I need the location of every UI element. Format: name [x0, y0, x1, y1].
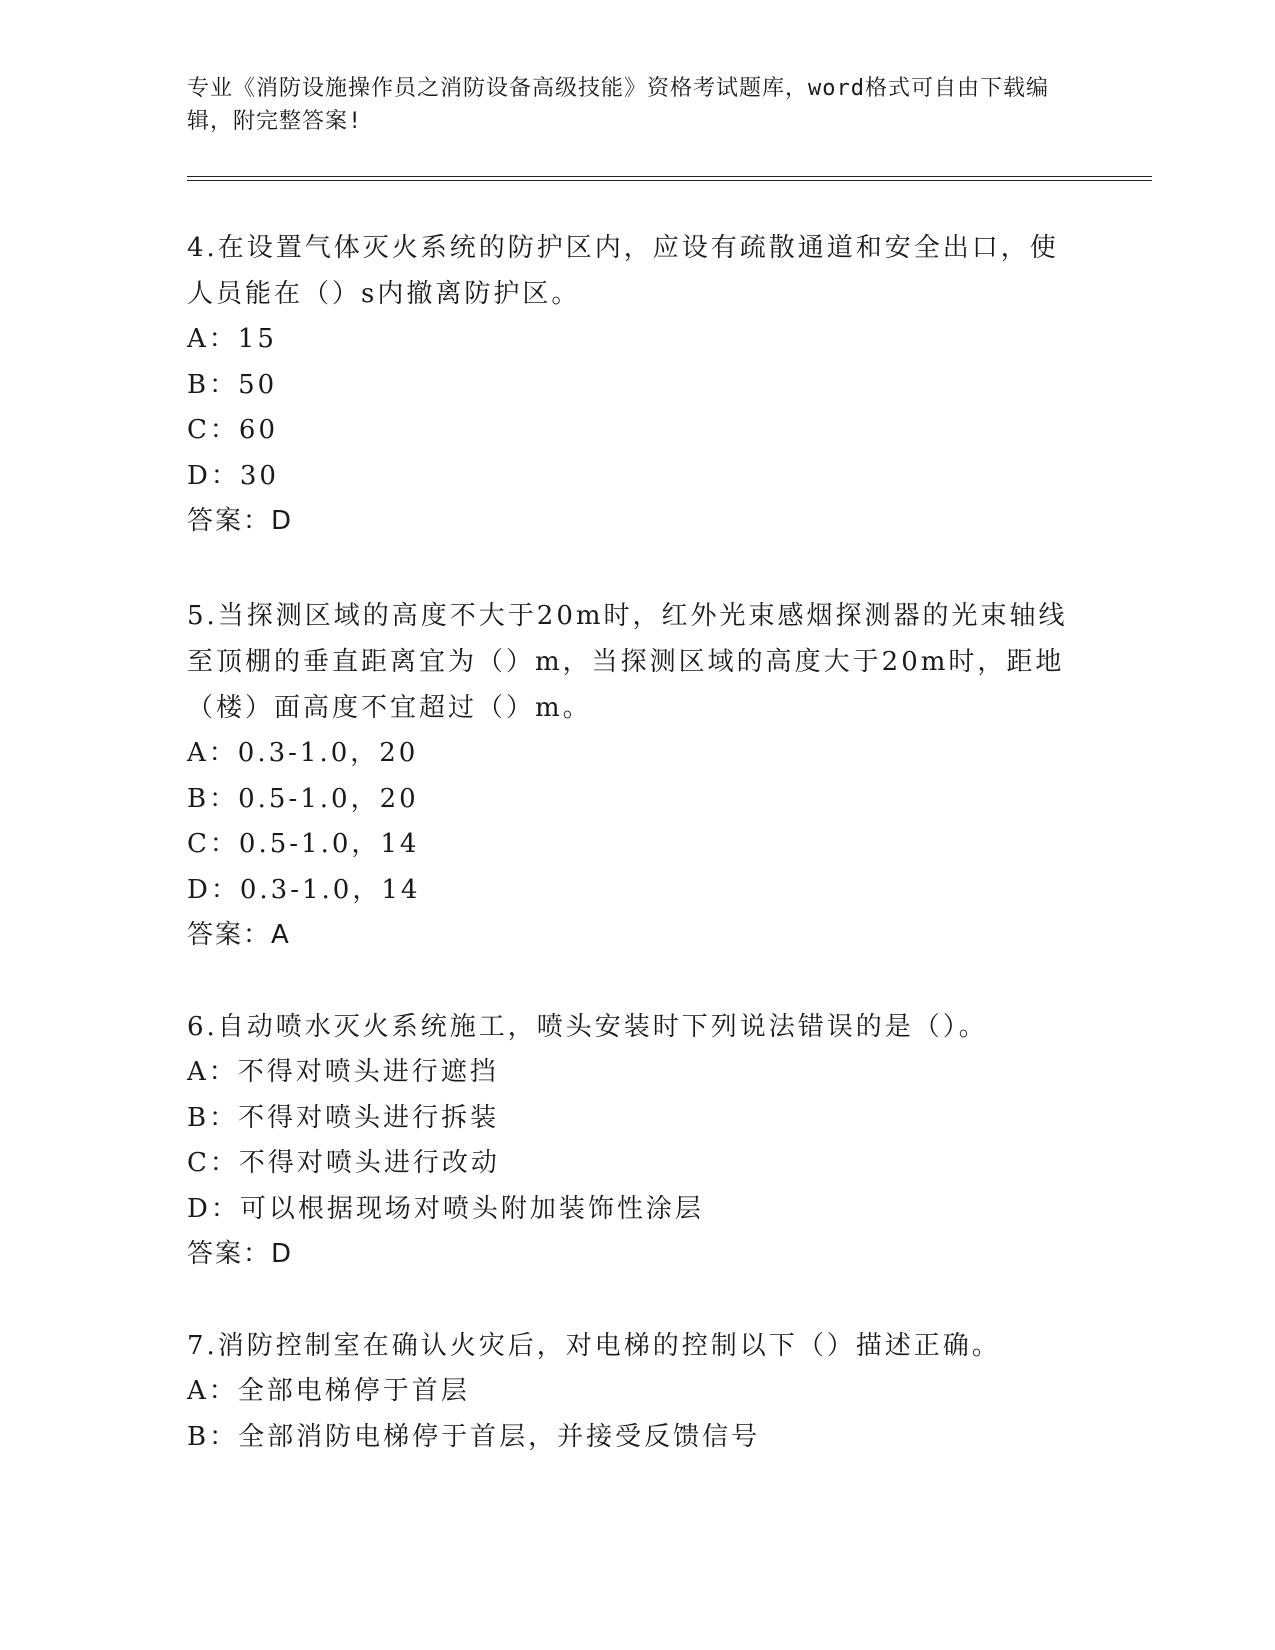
option-key: B：	[187, 783, 239, 814]
option-text: 不得对喷头进行遮挡	[237, 1057, 499, 1087]
option-key: C：	[187, 1148, 239, 1178]
question-5	[187, 593, 1087, 959]
option-text: 0.5-1.0，20	[238, 783, 419, 814]
option-text: 60	[238, 415, 278, 445]
option-d	[187, 868, 1087, 914]
option-a	[187, 1050, 1087, 1096]
option-text: 不得对喷头进行改动	[238, 1148, 500, 1178]
option-c	[187, 408, 1087, 454]
option-text: 15	[237, 324, 277, 354]
option-text: 0.5-1.0，14	[238, 829, 420, 859]
document-header: 专业《消防设施操作员之消防设备高级技能》资格考试题库，word格式可自由下载编辑，附完整答案!	[187, 76, 1049, 134]
option-key: D：	[187, 874, 240, 905]
answer-label: 答案：D	[187, 506, 294, 536]
option-c	[187, 1141, 1087, 1187]
option-text: 50	[238, 369, 278, 400]
option-a	[187, 1369, 1087, 1415]
header-divider	[187, 176, 1152, 181]
question-4	[187, 225, 1087, 545]
option-key: C：	[187, 415, 239, 445]
option-key: D：	[187, 1193, 240, 1224]
option-key: A：	[187, 1376, 238, 1406]
option-key: D：	[187, 460, 240, 491]
option-text: 全部消防电梯停于首层，并接受反馈信号	[238, 1421, 761, 1452]
option-c	[187, 822, 1087, 868]
option-a	[187, 731, 1087, 777]
question-stem: 5.当探测区域的高度不大于20m时，红外光束感烟探测器的光束轴线至顶棚的垂直距离宜为（）m，当探测区域的高度大于20m时，距地（楼）面高度不宜超过（）m。	[187, 601, 1068, 723]
option-b	[187, 777, 1087, 823]
option-key: A：	[187, 1057, 238, 1087]
option-text: 0.3-1.0，20	[237, 738, 419, 768]
option-text: 不得对喷头进行拆装	[238, 1102, 500, 1133]
option-b	[187, 363, 1087, 409]
option-key: A：	[187, 324, 238, 354]
question-stem: 6.自动喷水灭火系统施工，喷头安装时下列说法错误的是（）。	[187, 1012, 988, 1042]
question-6	[187, 1004, 1087, 1278]
question-7	[187, 1323, 1087, 1460]
option-b	[187, 1096, 1087, 1142]
option-text: 0.3-1.0，14	[239, 874, 421, 905]
option-key: C：	[187, 829, 239, 859]
answer-label: 答案：A	[187, 920, 291, 950]
option-text: 可以根据现场对喷头附加装饰性涂层	[239, 1193, 704, 1224]
question-stem: 7.消防控制室在确认火灾后，对电梯的控制以下（）描述正确。	[187, 1331, 1001, 1361]
option-key: B：	[187, 1102, 239, 1133]
option-d	[187, 454, 1087, 500]
option-d	[187, 1187, 1087, 1233]
answer-label: 答案：D	[187, 1239, 294, 1269]
option-key: A：	[187, 738, 238, 768]
option-key: B：	[187, 369, 239, 400]
option-text: 全部电梯停于首层	[237, 1376, 470, 1406]
option-text: 30	[239, 460, 279, 491]
option-key: B：	[187, 1421, 239, 1452]
question-stem: 4.在设置气体灭火系统的防护区内，应设有疏散通道和安全出口，使人员能在（）s内撤离防护区。	[187, 233, 1059, 309]
option-a	[187, 317, 1087, 363]
option-b	[187, 1415, 1087, 1461]
